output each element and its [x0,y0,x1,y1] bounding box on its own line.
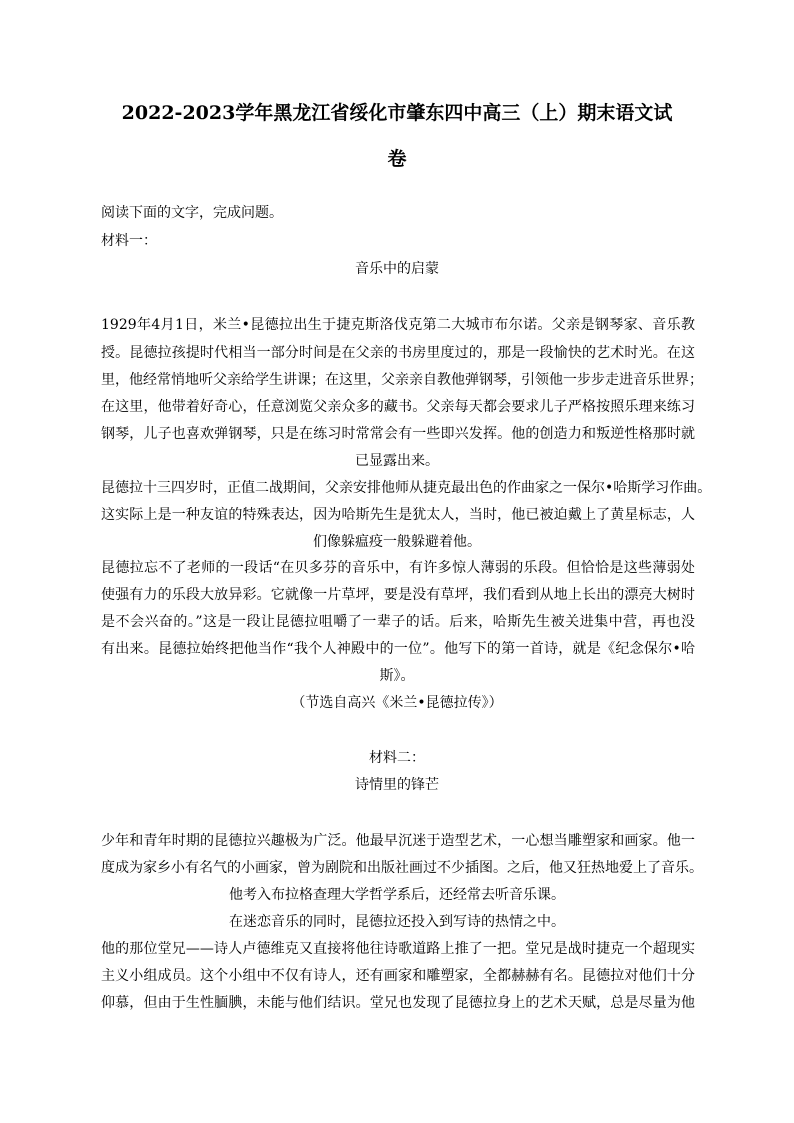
m1-p2-line: 们像躲瘟疫一般躲避着他。 [313,534,481,550]
m1-p1-line: 里，他经常悄地听父亲给学生讲课；在这里，父亲亲自教他弹钢琴，引领他一步步走进音乐世界； [101,372,703,388]
title-line-2: 卷 [387,148,407,170]
m1-p3-line: 使强有力的乐段大放异彩。它就像一片草坪，要是没有草坪，我们看到从地上长出的漂亮大树时 [101,587,695,603]
m1-p3-line: 有出来。昆德拉始终把他当作“我个人神殿中的一位”。他写下的第一首诗，就是《纪念保尔•哈 [101,641,695,657]
material-one-heading: 音乐中的启蒙 [355,261,439,277]
title-line-1: 2022-2023学年黑龙江省绥化市肇东四中高三（上）期末语文试 [121,102,673,124]
instruction-text: 阅读下面的文字，完成问题。 [101,205,283,221]
m1-p1-line: 在这里，他带着好奇心，任意浏览父亲众多的藏书。父亲每天都会要求儿子严格按照乐理来练习 [101,399,695,415]
m1-p1-line: 1929年4月1日，米兰•昆德拉出生于捷克斯洛伐克第二大城市布尔诺。父亲是钢琴家、音乐教 [101,317,695,333]
m2-p4-line: 主义小组成员。这个小组中不仅有诗人，还有画家和雕塑家，全都赫赫有名。昆德拉对他们十分 [101,968,695,984]
material-two-heading: 诗情里的锋芒 [355,777,439,793]
m2-p1-line: 度成为家乡小有名气的小画家，曾为剧院和出版社画过不少插图。之后，他又狂热地爱上了音乐。 [101,860,703,876]
m2-p2-line: 他考入布拉格查理大学哲学系后，还经常去听音乐课。 [229,887,565,903]
m1-p3-line: 是不会兴奋的。”这是一段让昆德拉咀嚼了一辈子的话。后来，哈斯先生被关进集中营，再也没 [101,614,695,630]
material-two-label: 材料二： [369,750,425,766]
m1-p3-line: 斯》。 [379,668,415,684]
m1-p2-line: 这实际上是一种友谊的特殊表达，因为哈斯先生是犹太人，当时，他已被迫戴上了黄星标志，人 [101,507,695,523]
document-title [95,90,699,182]
m2-p4-line: 他的那位堂兄——诗人卢德维克又直接将他往诗歌道路上推了一把。堂兄是战时捷克一个超现实 [101,941,695,957]
m1-p3-line: 昆德拉忘不了老师的一段话“在贝多芬的音乐中，有许多惊人薄弱的乐段。但恰恰是这些薄弱处 [101,560,695,576]
m2-p3-line: 在迷恋音乐的同时，昆德拉还投入到写诗的热情之中。 [229,914,565,930]
material-one-label: 材料一： [101,233,157,249]
m2-p1-line: 少年和青年时期的昆德拉兴趣极为广泛。他最早沉迷于造型艺术，一心想当雕塑家和画家。他一 [101,833,695,849]
m1-p1-line: 已显露出来。 [355,453,439,469]
m1-p2-line: 昆德拉十三四岁时，正值二战期间，父亲安排他师从捷克最出色的作曲家之一保尔•哈斯学习作曲。 [101,480,712,496]
m2-p4-line: 仰慕，但由于生性腼腆，未能与他们结识。堂兄也发现了昆德拉身上的艺术天赋，总是尽量为他 [101,995,695,1011]
m1-p1-line: 钢琴，儿子也喜欢弹钢琴，只是在练习时常常会有一些即兴发挥。他的创造力和叛逆性格那时就 [101,426,695,442]
m1-p1-line: 授。昆德拉孩提时代相当一部分时间是在父亲的书房里度过的，那是一段愉快的艺术时光。在这 [101,345,695,361]
material-one-source: （节选自高兴《米兰•昆德拉传》） [291,695,503,711]
